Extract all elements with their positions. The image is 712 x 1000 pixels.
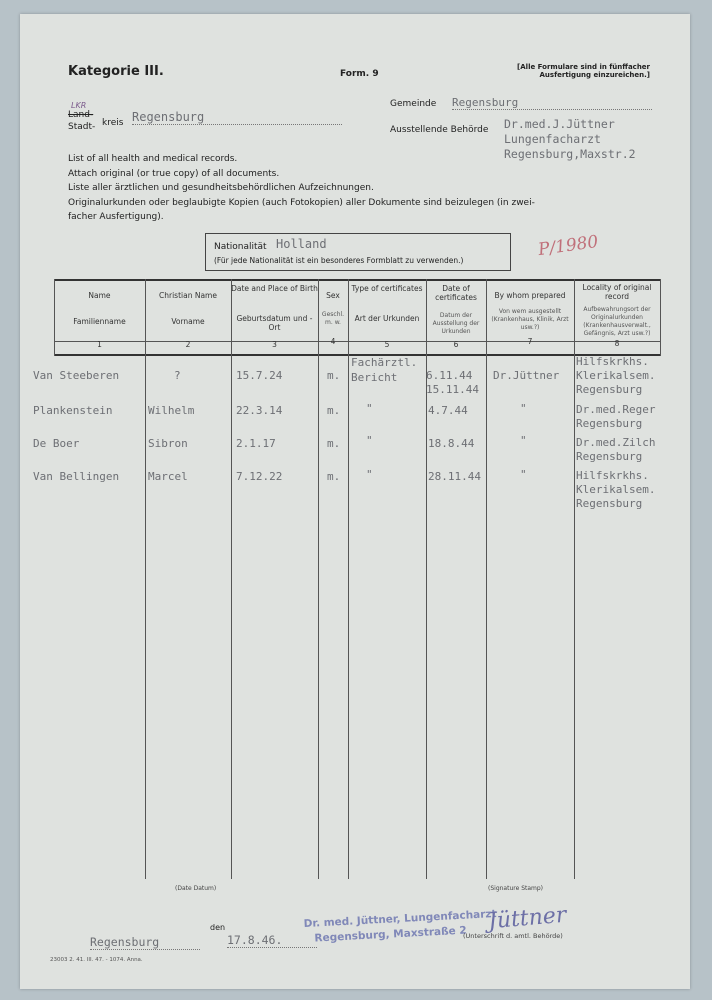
footer-den-label: den (210, 923, 226, 932)
date-caption: (Date Datum) (175, 885, 217, 892)
nationality-value: Holland (276, 237, 327, 251)
cell-prepared: Dr.Jüttner (493, 369, 560, 382)
cell-christian-name: Sibron (148, 437, 188, 450)
cell-name: Van Bellingen (33, 470, 120, 483)
cell-name: De Boer (33, 437, 80, 450)
cell-type: " (366, 434, 373, 447)
column-header-locality: Locality of original record Aufbewahrungsort der Originalurkunden (Krankenhausverwalt., Gefängnis, Arzt usw.?) 8 (582, 283, 652, 348)
cell-name: Van Steeberen (33, 369, 120, 382)
instructions (68, 152, 658, 225)
document-sheet (20, 14, 690, 989)
handwritten-signature: Jüttner (487, 902, 568, 935)
behoerde-line: Lungenfacharzt (504, 132, 601, 146)
nationality-label: Nationalität (214, 242, 267, 252)
category-title: Kategorie III. (68, 64, 164, 79)
cell-type: " (366, 402, 373, 415)
column-header-date: Date of certificates Datum der Ausstellung der Urkunden 6 (432, 284, 480, 349)
signature-authority-caption: (Unterschrift d. amtl. Behörde) (463, 932, 563, 940)
column-header-type: Type of certificates Art der Urkunden 5 (351, 284, 423, 349)
cell-date: 6.11.44 15.11.44 (426, 369, 479, 396)
behoerde-label: Ausstellende Behörde (390, 125, 489, 135)
cell-sex: m. (327, 437, 341, 450)
kreis-value: Regensburg (132, 110, 342, 125)
column-header-christian-name: Christian Name Vorname 2 (159, 291, 217, 349)
copies-note-line1: [Alle Formulare sind in fünffacher (517, 63, 650, 71)
instruction-line: facher Ausfertigung). (68, 212, 164, 222)
cell-birth: 22.3.14 (236, 404, 283, 417)
nationality-note: (Für jede Nationalität ist ein besonderes Formblatt zu verwenden.) (214, 256, 464, 265)
gemeinde-value: Regensburg (452, 96, 652, 110)
cell-date: 4.7.44 (428, 404, 468, 417)
cell-christian-name: Marcel (148, 470, 188, 483)
gemeinde-label: Gemeinde (390, 99, 437, 109)
cell-prepared: " (520, 434, 527, 447)
form-number: Form. 9 (340, 69, 379, 79)
column-header-birth: Date and Place of Birth Geburtsdatum und -Ort 3 (231, 284, 318, 349)
cell-birth: 7.12.22 (236, 470, 283, 483)
column-header-prepared: By whom prepared Von wem ausgestellt (Krankenhaus, Klinik, Arzt usw.?) 7 (491, 291, 569, 346)
cell-christian-name: Wilhelm (148, 404, 195, 417)
nationality-box (205, 233, 511, 271)
stamp-line: Regensburg, Maxstraße 2 (314, 924, 467, 945)
cell-birth: 2.1.17 (236, 437, 276, 450)
cell-date: 18.8.44 (428, 437, 475, 450)
copies-note (500, 63, 650, 79)
cell-christian-name: ? (174, 369, 181, 382)
cell-locality: Dr.med.Reger Regensburg (576, 403, 656, 430)
print-code: 23003 2. 41. III. 47. - 1074. Anna. (50, 957, 143, 963)
land-label: Land- (68, 110, 94, 120)
column-header-sex: Sex Geschl. m. w. 4 (321, 291, 345, 346)
cell-locality: Dr.med.Zilch Regensburg (576, 436, 656, 463)
cell-locality: Hilfskrkhs. Klerikalsem. Regensburg (576, 355, 656, 396)
behoerde-line: Dr.med.J.Jüttner (504, 117, 615, 131)
cell-sex: m. (327, 369, 341, 382)
cell-type: Fachärztl. Bericht (351, 356, 418, 384)
handwritten-stamp-mark: P/1980 (536, 231, 600, 261)
signature-caption: (Signature Stamp) (488, 885, 544, 892)
instruction-line: Originalurkunden oder beglaubigte Kopien (auch Fotokopien) aller Dokumente sind beizulegen (in zwei- (68, 197, 535, 208)
behoerde-line: Regensburg,Maxstr.2 (504, 147, 636, 161)
kreis-label: kreis (102, 118, 124, 128)
cell-date: 28.11.44 (428, 470, 481, 483)
cell-birth: 15.7.24 (236, 369, 283, 382)
instruction-line: Liste aller ärztlichen und gesundheitsbehördlichen Aufzeichnungen. (68, 183, 374, 193)
cell-locality: Hilfskrkhs. Klerikalsem. Regensburg (576, 469, 656, 510)
cell-sex: m. (327, 404, 341, 417)
cell-name: Plankenstein (33, 404, 113, 417)
cell-type: " (366, 468, 373, 481)
doctor-stamp (303, 907, 497, 947)
land-handwritten-mark: LKR (71, 101, 87, 110)
footer-date: 17.8.46. (227, 933, 317, 948)
stadt-label: Stadt- (68, 122, 96, 132)
stamp-line: Dr. med. Jüttner, Lungenfacharzt (303, 907, 497, 931)
column-header-name: Name Familienname 1 (73, 291, 126, 349)
instruction-line: List of all health and medical records. (68, 154, 238, 164)
copies-note-line2: Ausfertigung einzureichen.] (539, 71, 650, 79)
cell-prepared: " (520, 402, 527, 415)
footer-place: Regensburg (90, 935, 200, 950)
cell-sex: m. (327, 470, 341, 483)
cell-prepared: " (520, 468, 527, 481)
instruction-line: Attach original (or true copy) of all documents. (68, 168, 280, 179)
